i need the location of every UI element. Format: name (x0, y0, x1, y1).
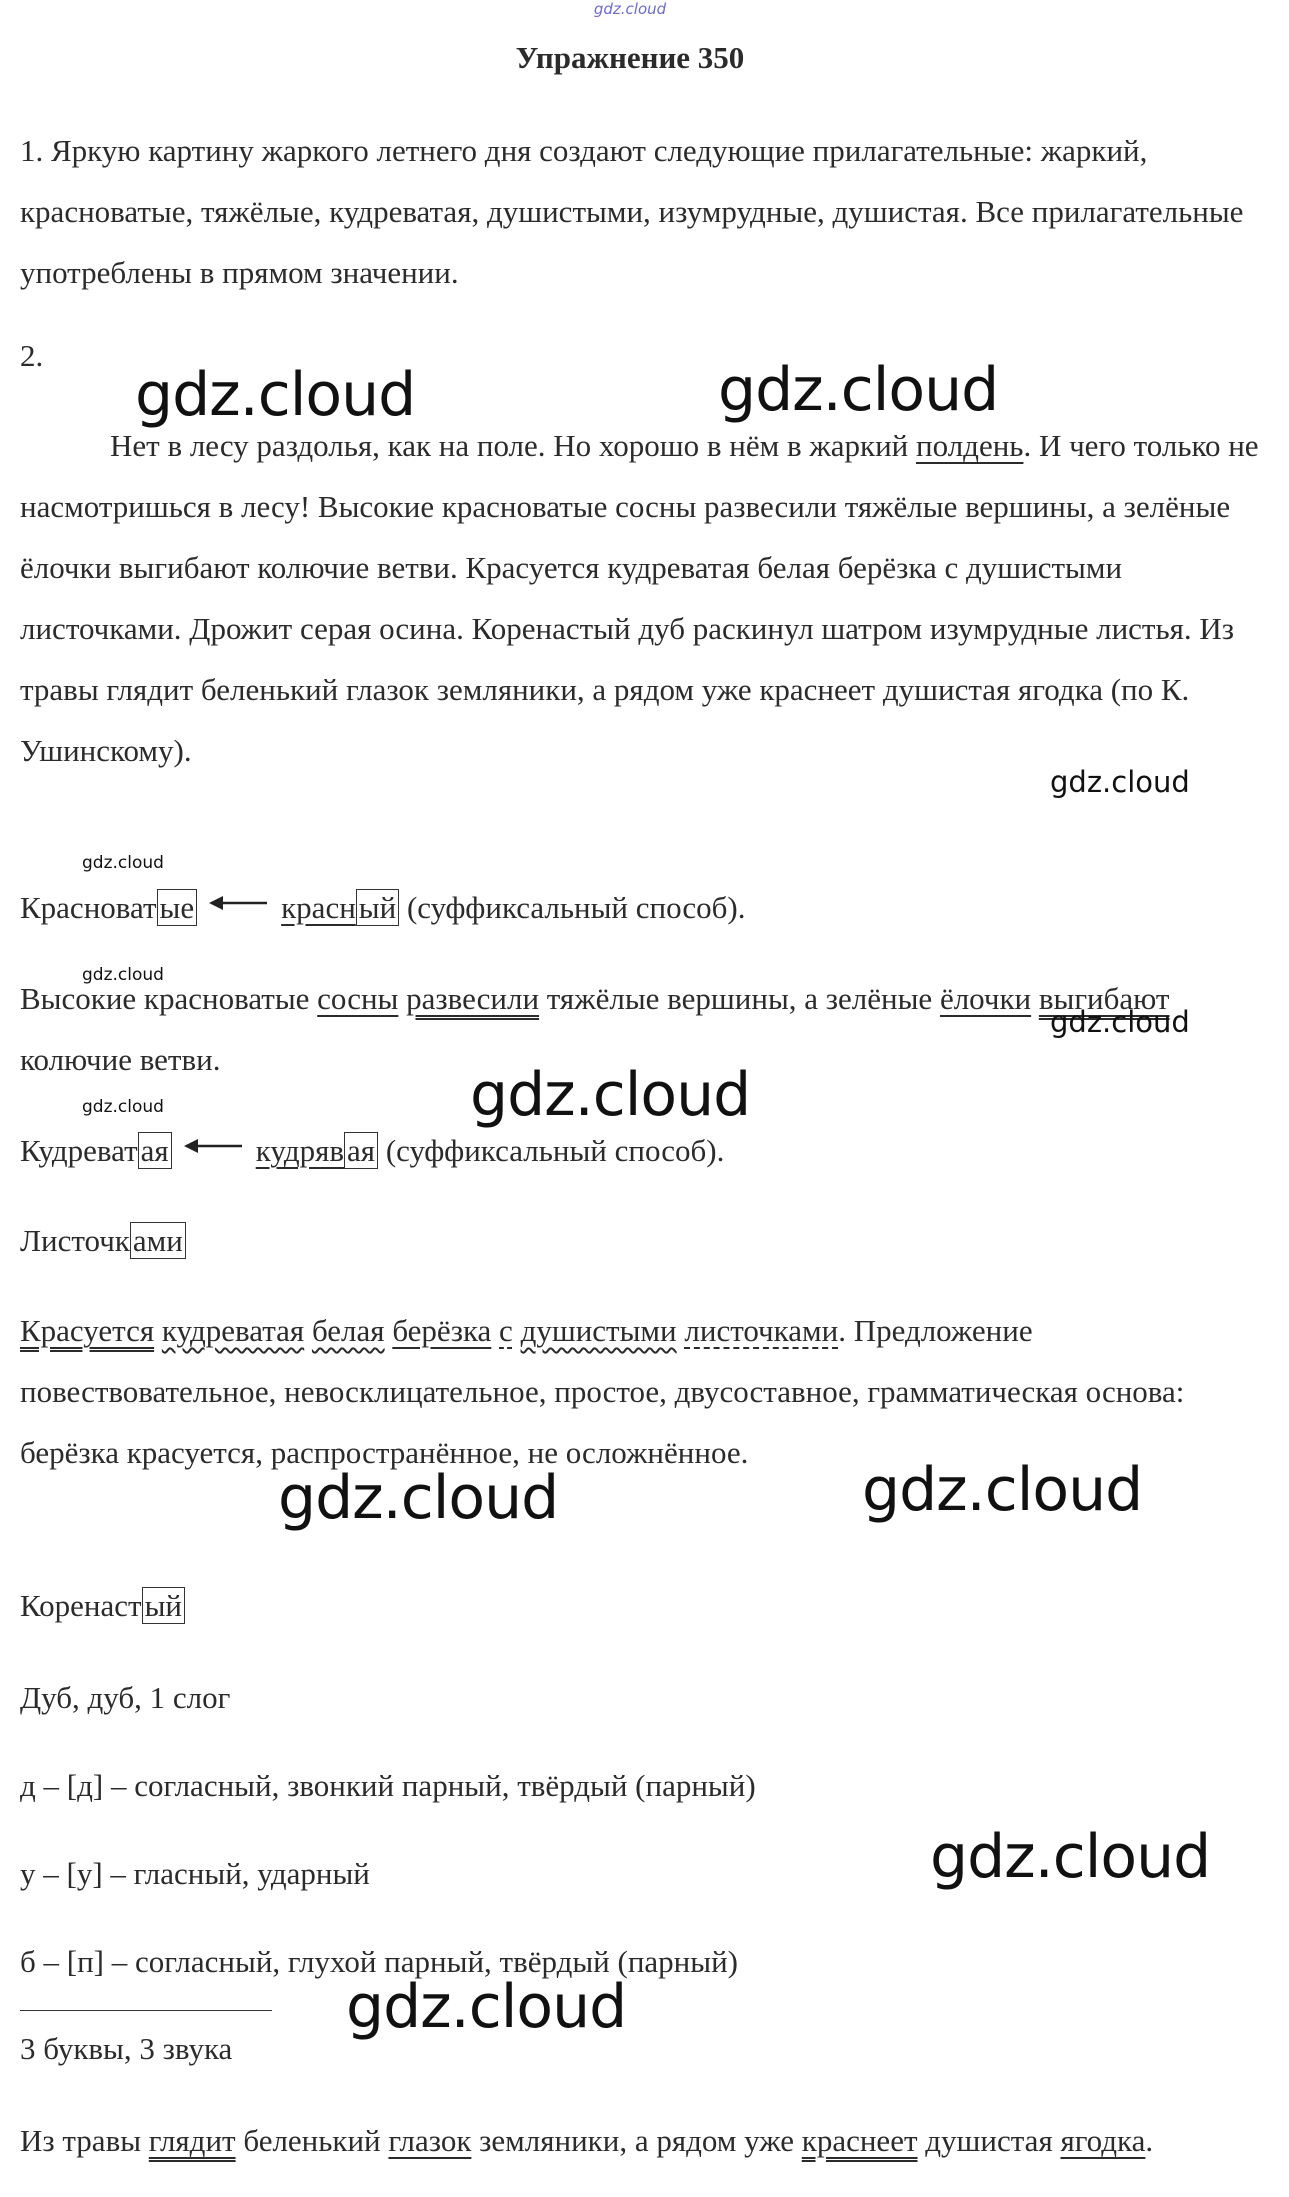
watermark: gdz.cloud (1050, 1005, 1190, 1039)
sentence-part: земляники, а рядом уже (471, 2123, 802, 2158)
watermark: gdz.cloud (718, 355, 999, 425)
sentence-analysis-3 (20, 2110, 1240, 2171)
source-ending: ая (344, 1132, 378, 1169)
watermark: gdz.cloud (862, 1455, 1143, 1525)
underlined-word: полдень (916, 428, 1024, 463)
source-root: красн (281, 890, 356, 925)
paragraph-1: 1. Яркую картину жаркого летнего дня создают следующие прилагательные: жаркий, красноватые, тяжёлые, кудреватая, душистыми, изумрудные, душистая. Все прилагательные употреблены в прямом значении. (20, 133, 1244, 290)
predicate: выгибают (1038, 981, 1170, 1016)
formation-method: (суффиксальный способ). (378, 1133, 725, 1168)
source-root: кудряв (255, 1133, 345, 1168)
source-ending: ый (356, 889, 399, 926)
morph-word: Листочк (20, 1223, 130, 1258)
phonetic-line-4: б – [п] – согласный, глухой парный, твёрдый (парный) (20, 1944, 739, 1979)
predicate: Красуется (20, 1313, 155, 1348)
morph-analysis-4 (20, 1575, 1260, 1636)
watermark: gdz.cloud (82, 853, 164, 873)
morph-word: Кудреват (20, 1133, 138, 1168)
page-title: Упражнение 350 (515, 40, 745, 75)
arrow-left-icon (184, 1139, 244, 1153)
morph-ending: ый (142, 1587, 185, 1624)
attribute: душистыми (520, 1313, 677, 1348)
divider (20, 2010, 272, 2011)
source-text-part: Нет в лесу раздолья, как на поле. Но хорошо в нём в жаркий (110, 428, 917, 463)
watermark: gdz.cloud (135, 360, 416, 430)
phonetic-line-3: у – [у] – гласный, ударный (20, 1856, 370, 1891)
morph-ending: ые (157, 889, 198, 926)
sentence-part: Из травы (20, 2123, 149, 2158)
object: листочками (684, 1313, 839, 1348)
predicate: краснеет (801, 2123, 918, 2158)
predicate: развесили (406, 981, 540, 1016)
watermark: gdz.cloud (82, 965, 164, 985)
phonetic-line-5: 3 буквы, 3 звука (20, 2031, 233, 2066)
morph-word: Коренаст (20, 1588, 142, 1623)
morph-ending: ая (138, 1132, 172, 1169)
arrow-left-icon (209, 896, 269, 910)
phonetic-line-1: Дуб, дуб, 1 слог (20, 1680, 231, 1715)
subject: сосны (317, 981, 399, 1016)
watermark: gdz.cloud (1050, 765, 1190, 799)
watermark: gdz.cloud (470, 1060, 751, 1130)
watermark: gdz.cloud (82, 1097, 164, 1117)
morph-analysis-1 (20, 877, 1260, 938)
object-part: с (499, 1313, 513, 1348)
source-text-part: . И чего только не насмотришься в лесу! Высокие красноватые сосны развесили тяжёлые вершины, а зелёные ёлочки выгибают колючие ветви. Красуется кудреватая белая берёзка с душистыми листочками. Дрожит серая осина. Коренастый дуб раскинул шатром изумрудные листья. Из травы глядит беленький глазок земляники, а рядом уже краснеет душистая ягодка (по К. Ушинскому). (20, 428, 1259, 768)
morph-word: Красноват (20, 890, 157, 925)
watermark: gdz.cloud (278, 1463, 559, 1533)
attribute: кудреватая (161, 1313, 305, 1348)
sentence-part: . (1145, 2123, 1154, 2158)
site-logo-top[interactable]: gdz.cloud (593, 0, 667, 18)
morph-analysis-3 (20, 1210, 1260, 1271)
formation-method: (суффиксальный способ). (399, 890, 746, 925)
attribute: белая (311, 1313, 385, 1348)
watermark: gdz.cloud (346, 1972, 627, 2042)
morph-ending: ами (130, 1222, 186, 1259)
subject: ёлочки (939, 981, 1032, 1016)
subject: глазок (388, 2123, 472, 2158)
sentence-part: душистая (917, 2123, 1061, 2158)
sentence-part: беленький (235, 2123, 389, 2158)
item-number-2: 2. (20, 338, 44, 373)
watermark: gdz.cloud (930, 1822, 1211, 1892)
sentence-part: . Предложение повествовательное, невосклицательное, простое, двусоставное, грамматическая основа: берёзка красуется, распространённое, не осложнённое. (20, 1313, 1185, 1470)
sentence-part: тяжёлые вершины, а зелёные (539, 981, 940, 1016)
phonetic-line-2: д – [д] – согласный, звонкий парный, твёрдый (парный) (20, 1768, 756, 1803)
source-text (20, 415, 1260, 781)
sentence-part: Высокие красноватые (20, 981, 318, 1016)
subject: ягодка (1060, 2123, 1146, 2158)
subject: берёзка (392, 1313, 492, 1348)
predicate: глядит (148, 2123, 236, 2158)
sentence-part: колючие ветви. (20, 1042, 221, 1077)
